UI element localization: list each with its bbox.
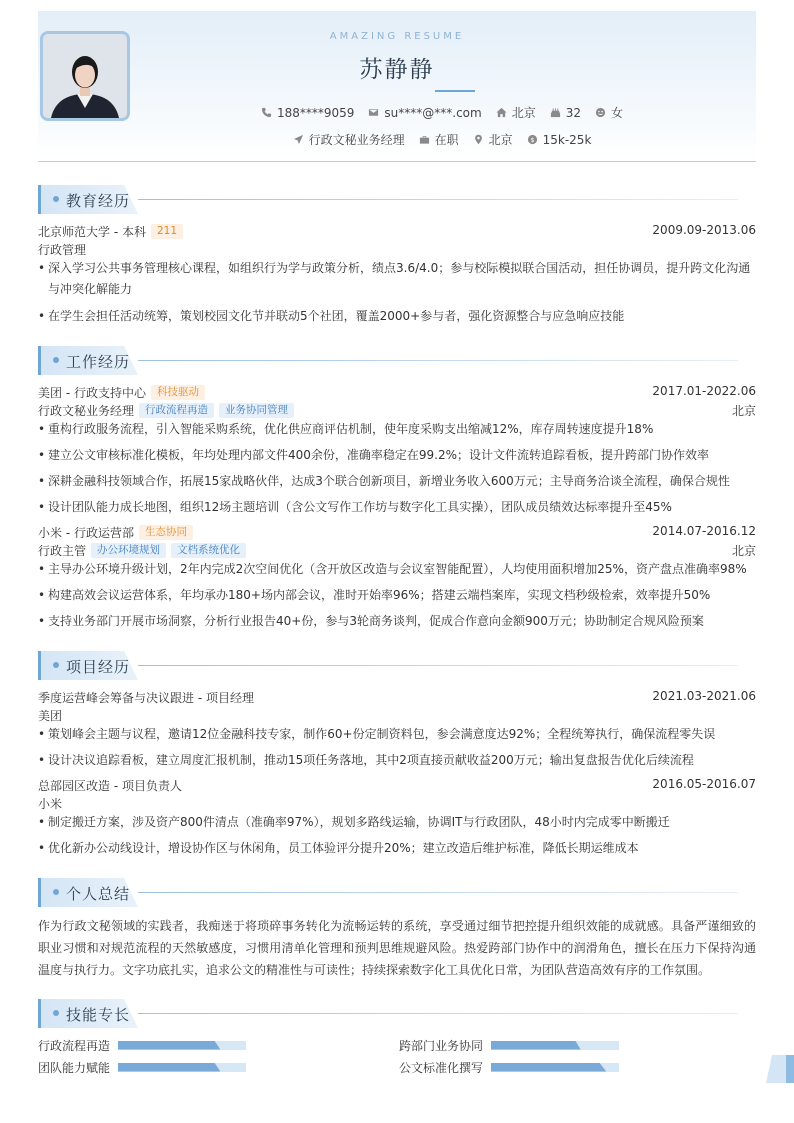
work-date: 2014.07-2016.12 xyxy=(652,524,756,538)
work-city: 北京 xyxy=(731,404,756,418)
smile-icon xyxy=(595,107,606,118)
project-name: 季度运营峰会筹备与决议跟进 - 项目经理 xyxy=(38,691,254,705)
company-tag: 科技驱动 xyxy=(151,385,205,400)
target-city-info xyxy=(473,131,513,148)
skill-tag: 办公环境规划 xyxy=(91,543,166,558)
job-intent-row xyxy=(38,131,756,148)
skill-item xyxy=(399,1037,619,1053)
education-bullet: • 深入学习公共事务管理核心课程，如组织行为学与政策分析，绩点3.6/4.0；参与校际模拟联合国活动，担任协调员，提升跨文化沟通 与冲突化解能力 xyxy=(38,258,756,300)
education-entry-header xyxy=(38,223,756,239)
skill-bar-fill xyxy=(491,1063,606,1072)
mail-icon xyxy=(368,107,379,118)
section-education-title xyxy=(38,185,738,214)
work-bullet: • 主导办公环境升级计划，2年内完成2次空间优化（含开放区改造与会议室智能配置），人均使用面积增加25%，资产盘点准确率98% xyxy=(38,559,756,580)
skill-item xyxy=(38,1037,246,1053)
email-text: su****@***.com xyxy=(384,105,482,120)
age-info xyxy=(550,104,581,121)
work-bullet: • 重构行政服务流程，引入智能采购系统，优化供应商评估机制，使年度采购支出缩减12%，库存周转速度提升18% xyxy=(38,419,756,440)
company-tag: 生态协同 xyxy=(139,525,193,540)
section-label: 技能专长 xyxy=(66,1006,131,1024)
skill-name: 跨部门业务协同 xyxy=(399,1038,484,1053)
section-label: 个人总结 xyxy=(66,885,131,903)
skill-bar xyxy=(118,1063,246,1072)
project-name: 总部园区改造 - 项目负责人 xyxy=(38,779,182,793)
skill-bar-fill xyxy=(118,1063,220,1072)
skill-bar xyxy=(491,1063,619,1072)
project-bullet: • 设计决议追踪看板，建立周度汇报机制，推动15项任务落地，其中2项直接贡献收益200万元；输出复盘报告优化后续流程 xyxy=(38,750,756,771)
skill-tag: 行政流程再造 xyxy=(139,403,214,418)
phone-info xyxy=(261,104,354,121)
skill-tag: 业务协同管理 xyxy=(219,403,294,418)
project-org: 小米 xyxy=(38,797,63,811)
skill-bar-fill xyxy=(491,1041,581,1050)
school-tag: 211 xyxy=(151,224,183,239)
work-bullet: • 建立公文审核标准化模板，年均处理内部文件400余份，准确率稳定在99.2%；设计文件流转追踪看板，提升跨部门协作效率 xyxy=(38,445,756,466)
resume-header xyxy=(38,11,756,162)
section-label: 教育经历 xyxy=(66,192,131,210)
target-city-text: 北京 xyxy=(488,133,513,147)
work-bullet: • 构建高效会议运营体系，年均承办180+场内部会议，准时开始率96%；搭建云端档案库，实现文档秒级检索，效率提升50% xyxy=(38,585,756,606)
work-date: 2017.01-2022.06 xyxy=(652,384,756,398)
work-title-row xyxy=(38,542,756,558)
project-bullet: • 制定搬迁方案，涉及资产800件清点（准确率97%），规划多路线运输，协调IT与行政团队，48小时内完成零中断搬迁 xyxy=(38,812,756,833)
education-bullet: • 在学生会担任活动统筹，策划校园文化节并联动5个社团，覆盖2000+参与者，强化资源整合与应急响应技能 xyxy=(38,306,756,327)
contact-row xyxy=(38,104,756,121)
candidate-name: 苏静静 xyxy=(359,57,435,83)
project-org: 美团 xyxy=(38,709,63,723)
phone-icon xyxy=(261,107,272,118)
project-date: 2021.03-2021.06 xyxy=(652,689,756,703)
skill-tag: 文档系统优化 xyxy=(171,543,246,558)
cake-icon xyxy=(550,107,561,118)
work-title-row xyxy=(38,402,756,418)
skill-name: 行政流程再造 xyxy=(38,1038,111,1053)
location-pin-icon xyxy=(473,134,484,145)
summary-text: 作为行政文秘领域的实践者，我痴迷于将琐碎事务转化为流畅运转的系统，享受通过细节把控提升组织效能的成就感。具备严谨细致的职业习惯和对规范流程的天然敏感度，习惯用清单化管理和预判思维规避风险。热爱跨部门协作中的润滑角色，擅长在压力下保持沟通温度与执行力。文字功底扎实，追求公文的精准性与可读性；持续探索数字化工具优化日常，为团队营造高效有序的工作氛围。 xyxy=(38,919,756,977)
status-text: 在职 xyxy=(434,133,459,147)
briefcase-icon xyxy=(419,134,430,145)
skill-item xyxy=(38,1059,246,1075)
job-title: 行政主管 xyxy=(38,544,87,558)
company-name: 美团 - 行政支持中心 xyxy=(38,386,146,400)
education-major: 行政管理 xyxy=(38,243,87,257)
work-city: 北京 xyxy=(731,544,756,558)
project-bullet: • 优化新办公动线设计，增设协作区与休闲角，员工体验评分提升20%；建立改造后维护标准，降低长期运维成本 xyxy=(38,838,756,859)
city-info xyxy=(496,104,536,121)
svg-text:$: $ xyxy=(530,135,535,144)
education-date: 2009.09-2013.06 xyxy=(652,223,756,237)
work-bullet: • 设计团队能力成长地图，组织12场主题培训（含公文写作工作坊与数字化工具实操），团队成员绩效达标率提升至45% xyxy=(38,497,756,518)
section-projects-title xyxy=(38,651,738,680)
skill-item xyxy=(399,1059,619,1075)
project-date: 2016.05-2016.07 xyxy=(652,777,756,791)
money-icon xyxy=(527,134,538,145)
job-title: 行政文秘业务经理 xyxy=(38,404,135,418)
section-skills-title xyxy=(38,999,738,1028)
target-job-info xyxy=(293,131,405,148)
section-label: 工作经历 xyxy=(66,353,131,371)
project-entry-header xyxy=(38,777,756,793)
target-job-text: 行政文秘业务经理 xyxy=(308,133,405,147)
age-text: 32 xyxy=(565,105,582,120)
email-info xyxy=(368,104,481,121)
company-name: 小米 - 行政运营部 xyxy=(38,526,134,540)
work-entry-header xyxy=(38,524,756,540)
salary-info xyxy=(527,131,592,148)
status-info xyxy=(419,131,459,148)
home-icon xyxy=(496,107,507,118)
section-work-title xyxy=(38,346,738,375)
name-underline xyxy=(435,90,475,92)
section-summary-title xyxy=(38,878,738,907)
gender-info xyxy=(595,104,623,121)
send-icon xyxy=(293,134,304,145)
section-label: 项目经历 xyxy=(66,658,131,676)
skill-name: 团队能力赋能 xyxy=(38,1060,111,1075)
skill-bar xyxy=(118,1041,246,1050)
skill-bar xyxy=(491,1041,619,1050)
corner-decoration xyxy=(766,1055,794,1083)
salary-text: 15k-25k xyxy=(542,132,592,147)
school-name: 北京师范大学 - 本科 xyxy=(38,225,146,239)
project-bullet: • 策划峰会主题与议程，邀请12位金融科技专家，制作60+份定制资料包，参会满意度达92%；全程统筹执行，确保流程零失误 xyxy=(38,724,756,745)
phone-text: 188****9059 xyxy=(276,105,355,120)
header-tagline: AMAZING RESUME xyxy=(329,31,465,42)
skill-name: 公文标准化撰写 xyxy=(399,1060,484,1075)
city-text: 北京 xyxy=(511,106,536,120)
work-bullet: • 支持业务部门开展市场洞察，分析行业报告40+份，参与3轮商务谈判，促成合作意向金额900万元；协助制定合规风险预案 xyxy=(38,611,756,632)
skill-bar-fill xyxy=(118,1041,220,1050)
work-entry-header xyxy=(38,384,756,400)
work-bullet: • 深耕金融科技领域合作，拓展15家战略伙伴，达成3个联合创新项目，新增业务收入600万元；主导商务洽谈全流程，确保合规性 xyxy=(38,471,756,492)
project-entry-header xyxy=(38,689,756,705)
gender-text: 女 xyxy=(611,106,624,120)
